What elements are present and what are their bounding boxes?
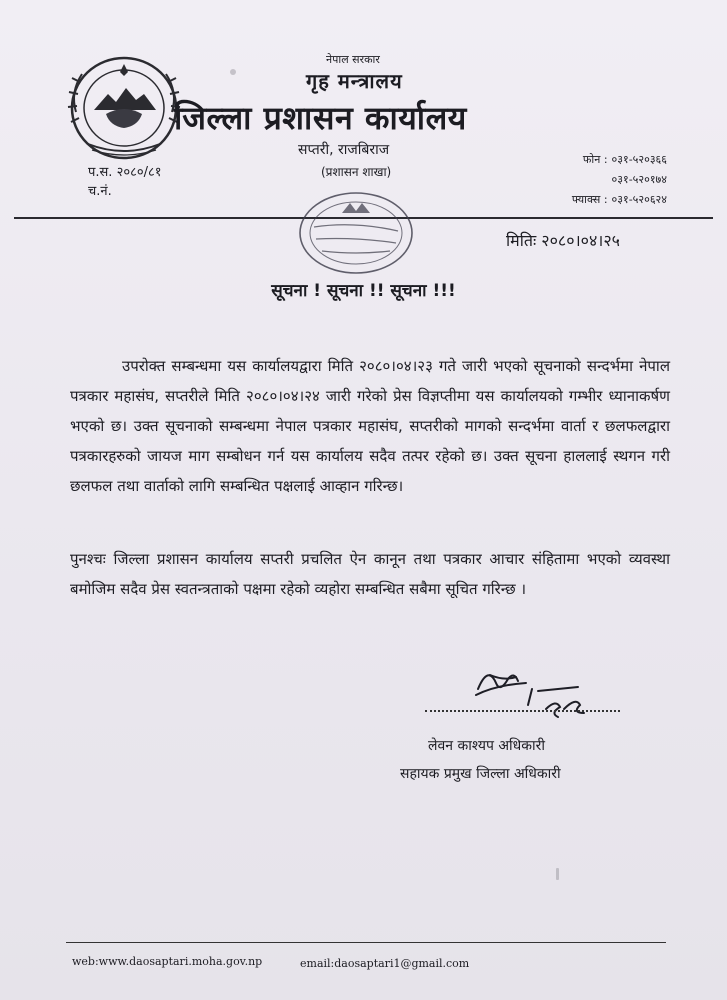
phone-label: फोन : [582, 153, 608, 166]
office-seal-stamp-icon [296, 187, 416, 279]
government-label: नेपाल सरकार [326, 53, 380, 66]
signer-designation: सहायक प्रमुख जिल्ला अधिकारी [400, 766, 561, 782]
contact-row [546, 190, 667, 210]
footer-email: email:daosaptari1@gmail.com [300, 957, 470, 970]
handwritten-signature-icon [468, 655, 598, 725]
phone-label [546, 170, 608, 190]
footer-divider [66, 942, 666, 943]
phone-number: ०३१-५२०३६६ [611, 153, 667, 166]
body-paragraph: उपरोक्त सम्बन्धमा यस कार्यालयद्वारा मिति २०८०।०४।२३ गते जारी भएको सूचनाको सन्दर्भमा नेपाल पत्रकार महासंघ, सप्तरीले मिति २०८०।०४।२४ जारी गरेको प्रेस विज्ञप्तीमा यस कार्यालयको गम्भीर ध्यानाकर्षण भएको छ। उक्त सूचनाको सम्बन्धमा नेपाल पत्रकार महासंघ, सप्तरीको मागको सन्दर्भमा वार्ता र छलफलद्वारा पत्रकारहरुको जायज माग सम्बोधन गर्न यस कार्यालय सदैव तत्पर रहेको छ। उक्त सूचना हाललाई स्थगन गरी छलफल तथा वार्ताको लागि सम्बन्धित पक्षलाई आव्हान गरिन्छ। [70, 357, 670, 495]
phone-number: ०३१-५२०१७४ [611, 173, 667, 186]
paper-speck [230, 69, 236, 75]
fax-label: फ्याक्स : [571, 193, 608, 206]
dispatch-number: च.नं. [88, 184, 112, 199]
notice-title: सूचना ! सूचना !! सूचना !!! [271, 281, 456, 301]
ministry-name: गृह मन्त्रालय [306, 69, 403, 93]
contact-row [546, 170, 667, 190]
contact-row [546, 150, 667, 170]
fax-number: ०३१-५२०६२४ [611, 193, 667, 206]
paper-speck [556, 868, 559, 880]
notice-date: मितिः २०८०।०४।२५ [506, 231, 620, 250]
reference-number: प.स. २०८०/८१ [88, 165, 162, 180]
office-location: सप्तरी, राजबिराज [298, 142, 390, 158]
contact-block [546, 150, 667, 210]
nepal-government-emblem-icon [66, 52, 182, 162]
signer-name: लेवन काश्यप अधिकारी [428, 738, 546, 754]
branch-name: (प्रशासन शाखा) [321, 165, 392, 179]
office-name: जिल्ला प्रशासन कार्यालय [174, 99, 467, 137]
signature-line [425, 710, 620, 712]
footer-website: web:www.daosaptari.moha.gov.np [72, 955, 263, 968]
postscript-paragraph: पुनश्चः जिल्ला प्रशासन कार्यालय सप्तरी प्रचलित ऐन कानून तथा पत्रकार आचार संहितामा भएको व्यवस्था बमोजिम सदैव प्रेस स्वतन्त्रताको पक्षमा रहेको व्यहोरा सम्बन्धित सबैमा सूचित गरिन्छ । [70, 550, 670, 598]
